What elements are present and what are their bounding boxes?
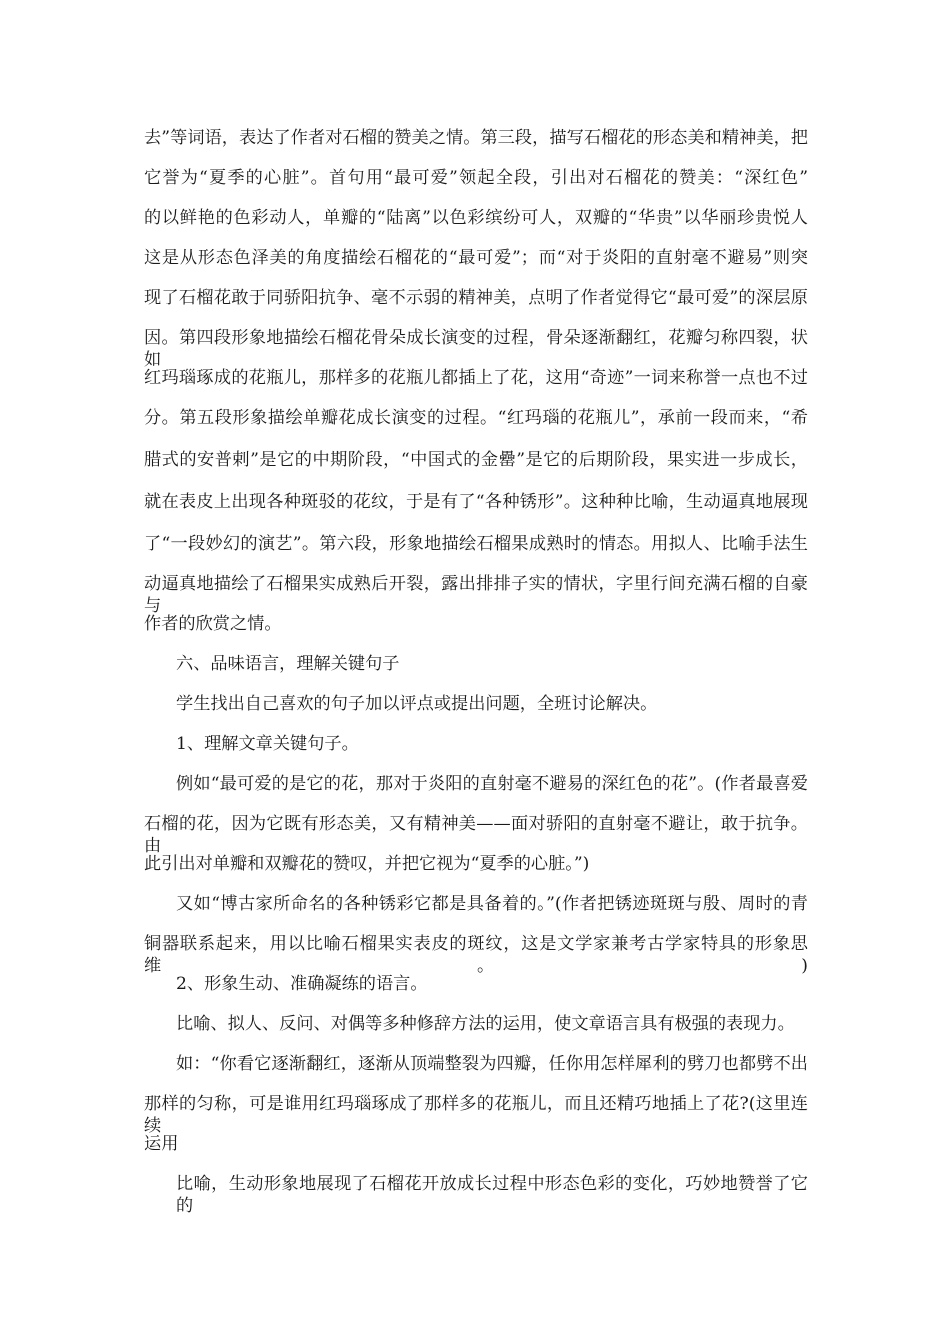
paragraph-line: 红玛瑙琢成的花瓶儿，那样多的花瓶儿都插上了花，这用“奇迹”一词来称誉一点也不过 xyxy=(144,368,808,388)
subheading: 1、理解文章关键句子。 xyxy=(176,734,359,754)
paragraph-line: 分。第五段形象描绘单瓣花成长演变的过程。“红玛瑙的花瓶儿”，承前一段而来，“希 xyxy=(144,408,808,428)
paragraph-line: 去”等词语，表达了作者对石榴的赞美之情。第三段，描写石榴花的形态美和精神美，把 xyxy=(144,128,808,148)
paragraph-line: 例如“最可爱的是它的花，那对于炎阳的直射毫不避易的深红色的花”。(作者最喜爱 xyxy=(176,774,808,794)
paragraph-line: 运用 xyxy=(144,1134,179,1154)
paragraph-line: 石榴的花，因为它既有形态美，又有精神美——面对骄阳的直射毫不避让，敢于抗争。由 xyxy=(144,814,808,856)
paragraph-line: 它誉为“夏季的心脏”。首句用“最可爱”领起全段，引出对石榴花的赞美：“深红色” xyxy=(144,168,808,188)
paragraph-line: 的以鲜艳的色彩动人，单瓣的“陆离”以色彩缤纷可人，双瓣的“华贵”以华丽珍贵悦人 xyxy=(144,208,808,228)
paragraph-line: 就在表皮上出现各种斑驳的花纹，于是有了“各种锈形”。这种种比喻，生动逼真地展现 xyxy=(144,492,808,512)
paragraph-line: 铜器联系起来，用以比喻石榴果实表皮的斑纹，这是文学家兼考古学家特具的形象思维。) xyxy=(144,934,808,976)
paragraph-line: 学生找出自己喜欢的句子加以评点或提出问题，全班讨论解决。 xyxy=(176,694,658,714)
section-heading: 六、品味语言，理解关键句子 xyxy=(176,654,400,674)
paragraph-line: 腊式的安普剌”是它的中期阶段，“中国式的金罍”是它的后期阶段，果实进一步成长， xyxy=(144,450,808,470)
paragraph-line: 现了石榴花敢于同骄阳抗争、毫不示弱的精神美，点明了作者觉得它“最可爱”的深层原 xyxy=(144,288,808,308)
paragraph-line: 这是从形态色泽美的角度描绘石榴花的“最可爱”；而“对于炎阳的直射毫不避易”则突 xyxy=(144,248,808,268)
paragraph-line: 因。第四段形象地描绘石榴花骨朵成长演变的过程，骨朵逐渐翻红，花瓣匀称四裂，状如 xyxy=(144,328,808,370)
paragraph-line: 了“一段妙幻的演艺”。第六段，形象地描绘石榴果成熟时的情态。用拟人、比喻手法生 xyxy=(144,534,808,554)
paragraph-line: 比喻，生动形象地展现了石榴花开放成长过程中形态色彩的变化，巧妙地赞誉了它的 xyxy=(176,1174,808,1216)
paragraph-line: 作者的欣赏之情。 xyxy=(144,614,282,634)
paragraph-line: 此引出对单瓣和双瓣花的赞叹，并把它视为“夏季的心脏。”) xyxy=(144,854,590,874)
subheading: 2、形象生动、准确凝练的语言。 xyxy=(176,974,428,994)
paragraph-line: 又如“博古家所命名的各种锈彩它都是具备着的。”(作者把锈迹斑斑与殷、周时的青 xyxy=(176,894,808,914)
paragraph-line: 动逼真地描绘了石榴果实成熟后开裂，露出排排子实的情状，字里行间充满石榴的自豪与 xyxy=(144,574,808,616)
paragraph-line: 比喻、拟人、反问、对偶等多种修辞方法的运用，使文章语言具有极强的表现力。 xyxy=(176,1014,795,1034)
paragraph-line: 那样的匀称，可是谁用红玛瑙琢成了那样多的花瓶儿，而且还精巧地插上了花?(这里连续 xyxy=(144,1094,808,1136)
paragraph-line: 如：“你看它逐渐翻红，逐渐从顶端整裂为四瓣，任你用怎样犀利的劈刀也都劈不出 xyxy=(176,1054,808,1074)
